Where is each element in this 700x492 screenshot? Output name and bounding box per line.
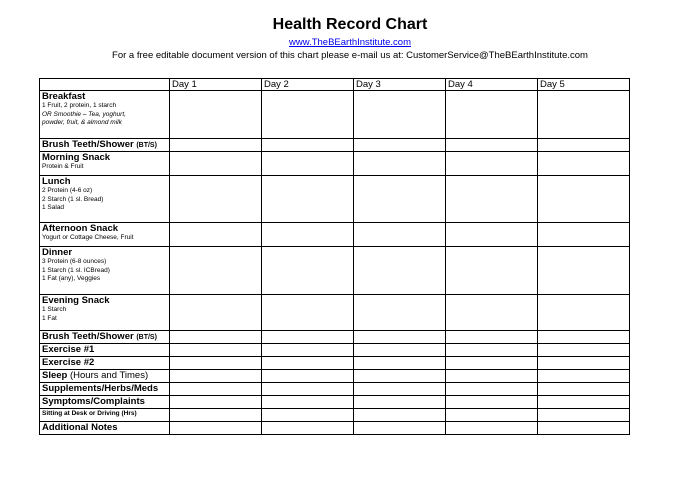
entry-cell[interactable] [354, 357, 446, 370]
website-link[interactable]: www.TheBEarthInstitute.com [289, 37, 411, 48]
row-label: Exercise #1 [40, 344, 170, 357]
column-header-day-4: Day 4 [446, 79, 538, 91]
entry-cell[interactable] [446, 409, 538, 422]
column-header-day-2: Day 2 [262, 79, 354, 91]
entry-cell[interactable] [354, 409, 446, 422]
column-header-day-3: Day 3 [354, 79, 446, 91]
entry-cell[interactable] [170, 383, 262, 396]
entry-cell[interactable] [354, 422, 446, 435]
header-row [40, 79, 630, 91]
row-label: Afternoon Snack Yogurt or Cottage Cheese, Fruit [40, 223, 170, 247]
entry-cell[interactable] [446, 223, 538, 247]
entry-cell[interactable] [262, 396, 354, 409]
row-label: Lunch 2 Protein (4-6 oz) 2 Starch (1 sl. Bread) 1 Salad [40, 176, 170, 223]
row-breakfast [40, 91, 630, 139]
entry-cell[interactable] [538, 152, 630, 176]
entry-cell[interactable] [538, 91, 630, 139]
entry-cell[interactable] [262, 139, 354, 152]
entry-cell[interactable] [354, 295, 446, 331]
entry-cell[interactable] [170, 91, 262, 139]
entry-cell[interactable] [262, 383, 354, 396]
entry-cell[interactable] [446, 370, 538, 383]
entry-cell[interactable] [538, 247, 630, 295]
entry-cell[interactable] [170, 139, 262, 152]
row-brush-teeth-1 [40, 139, 630, 152]
entry-cell[interactable] [446, 344, 538, 357]
entry-cell[interactable] [262, 344, 354, 357]
row-brush-teeth-2 [40, 331, 630, 344]
entry-cell[interactable] [446, 176, 538, 223]
row-sitting [40, 409, 630, 422]
row-label: Brush Teeth/Shower (BT/S) [40, 139, 170, 152]
entry-cell[interactable] [354, 139, 446, 152]
entry-cell[interactable] [538, 357, 630, 370]
entry-cell[interactable] [446, 396, 538, 409]
entry-cell[interactable] [354, 247, 446, 295]
entry-cell[interactable] [262, 357, 354, 370]
entry-cell[interactable] [170, 247, 262, 295]
entry-cell[interactable] [354, 370, 446, 383]
entry-cell[interactable] [262, 176, 354, 223]
row-afternoon-snack [40, 223, 630, 247]
row-label: Brush Teeth/Shower (BT/S) [40, 331, 170, 344]
row-supplements [40, 383, 630, 396]
entry-cell[interactable] [170, 370, 262, 383]
row-label: Additional Notes [40, 422, 170, 435]
column-header-day-5: Day 5 [538, 79, 630, 91]
row-morning-snack [40, 152, 630, 176]
entry-cell[interactable] [354, 396, 446, 409]
entry-cell[interactable] [538, 139, 630, 152]
row-label: Exercise #2 [40, 357, 170, 370]
entry-cell[interactable] [446, 91, 538, 139]
entry-cell[interactable] [354, 223, 446, 247]
entry-cell[interactable] [170, 422, 262, 435]
entry-cell[interactable] [170, 409, 262, 422]
health-record-table [39, 78, 630, 435]
row-label: Sitting at Desk or Driving (Hrs) [40, 409, 170, 422]
entry-cell[interactable] [354, 383, 446, 396]
entry-cell[interactable] [538, 176, 630, 223]
entry-cell[interactable] [262, 331, 354, 344]
row-evening-snack [40, 295, 630, 331]
entry-cell[interactable] [262, 295, 354, 331]
page-title: Health Record Chart [272, 16, 428, 33]
info-text: For a free editable document version of this chart please e-mail us at: CustomerService@TheBEarthInstitute.com [112, 50, 588, 61]
row-label: Dinner 3 Protein (6-8 ounces) 1 Starch (1 sl. ICBread) 1 Fat (any), Veggies [40, 247, 170, 295]
entry-cell[interactable] [170, 223, 262, 247]
row-label: Symptoms/Complaints [40, 396, 170, 409]
entry-cell[interactable] [446, 422, 538, 435]
corner-cell [40, 79, 170, 91]
row-lunch [40, 176, 630, 223]
entry-cell[interactable] [446, 152, 538, 176]
entry-cell[interactable] [538, 370, 630, 383]
entry-cell[interactable] [262, 422, 354, 435]
entry-cell[interactable] [446, 139, 538, 152]
entry-cell[interactable] [262, 247, 354, 295]
entry-cell[interactable] [262, 152, 354, 176]
entry-cell[interactable] [538, 422, 630, 435]
row-sleep [40, 370, 630, 383]
entry-cell[interactable] [262, 223, 354, 247]
entry-cell[interactable] [446, 383, 538, 396]
row-exercise-1 [40, 344, 630, 357]
row-additional-notes [40, 422, 630, 435]
entry-cell[interactable] [446, 247, 538, 295]
entry-cell[interactable] [538, 223, 630, 247]
entry-cell[interactable] [538, 383, 630, 396]
entry-cell[interactable] [538, 331, 630, 344]
entry-cell[interactable] [170, 396, 262, 409]
entry-cell[interactable] [170, 176, 262, 223]
entry-cell[interactable] [446, 357, 538, 370]
row-symptoms [40, 396, 630, 409]
entry-cell[interactable] [354, 176, 446, 223]
entry-cell[interactable] [538, 344, 630, 357]
entry-cell[interactable] [262, 370, 354, 383]
row-dinner [40, 247, 630, 295]
entry-cell[interactable] [538, 396, 630, 409]
column-header-day-1: Day 1 [170, 79, 262, 91]
row-label: Sleep (Hours and Times) [40, 370, 170, 383]
row-label: Evening Snack 1 Starch 1 Fat [40, 295, 170, 331]
entry-cell[interactable] [538, 295, 630, 331]
entry-cell[interactable] [354, 344, 446, 357]
entry-cell[interactable] [262, 91, 354, 139]
row-label: Supplements/Herbs/Meds [40, 383, 170, 396]
entry-cell[interactable] [354, 331, 446, 344]
entry-cell[interactable] [354, 152, 446, 176]
entry-cell[interactable] [354, 91, 446, 139]
row-label: Breakfast 1 Fruit, 2 protein, 1 starch OR Smoothie – Tea, yoghurt, powder, fruit, & almond milk [40, 91, 170, 139]
entry-cell[interactable] [170, 152, 262, 176]
entry-cell[interactable] [446, 331, 538, 344]
row-label: Morning Snack Protein & Fruit [40, 152, 170, 176]
entry-cell[interactable] [170, 331, 262, 344]
entry-cell[interactable] [170, 295, 262, 331]
entry-cell[interactable] [262, 409, 354, 422]
entry-cell[interactable] [170, 344, 262, 357]
row-exercise-2 [40, 357, 630, 370]
entry-cell[interactable] [446, 295, 538, 331]
entry-cell[interactable] [538, 409, 630, 422]
entry-cell[interactable] [170, 357, 262, 370]
